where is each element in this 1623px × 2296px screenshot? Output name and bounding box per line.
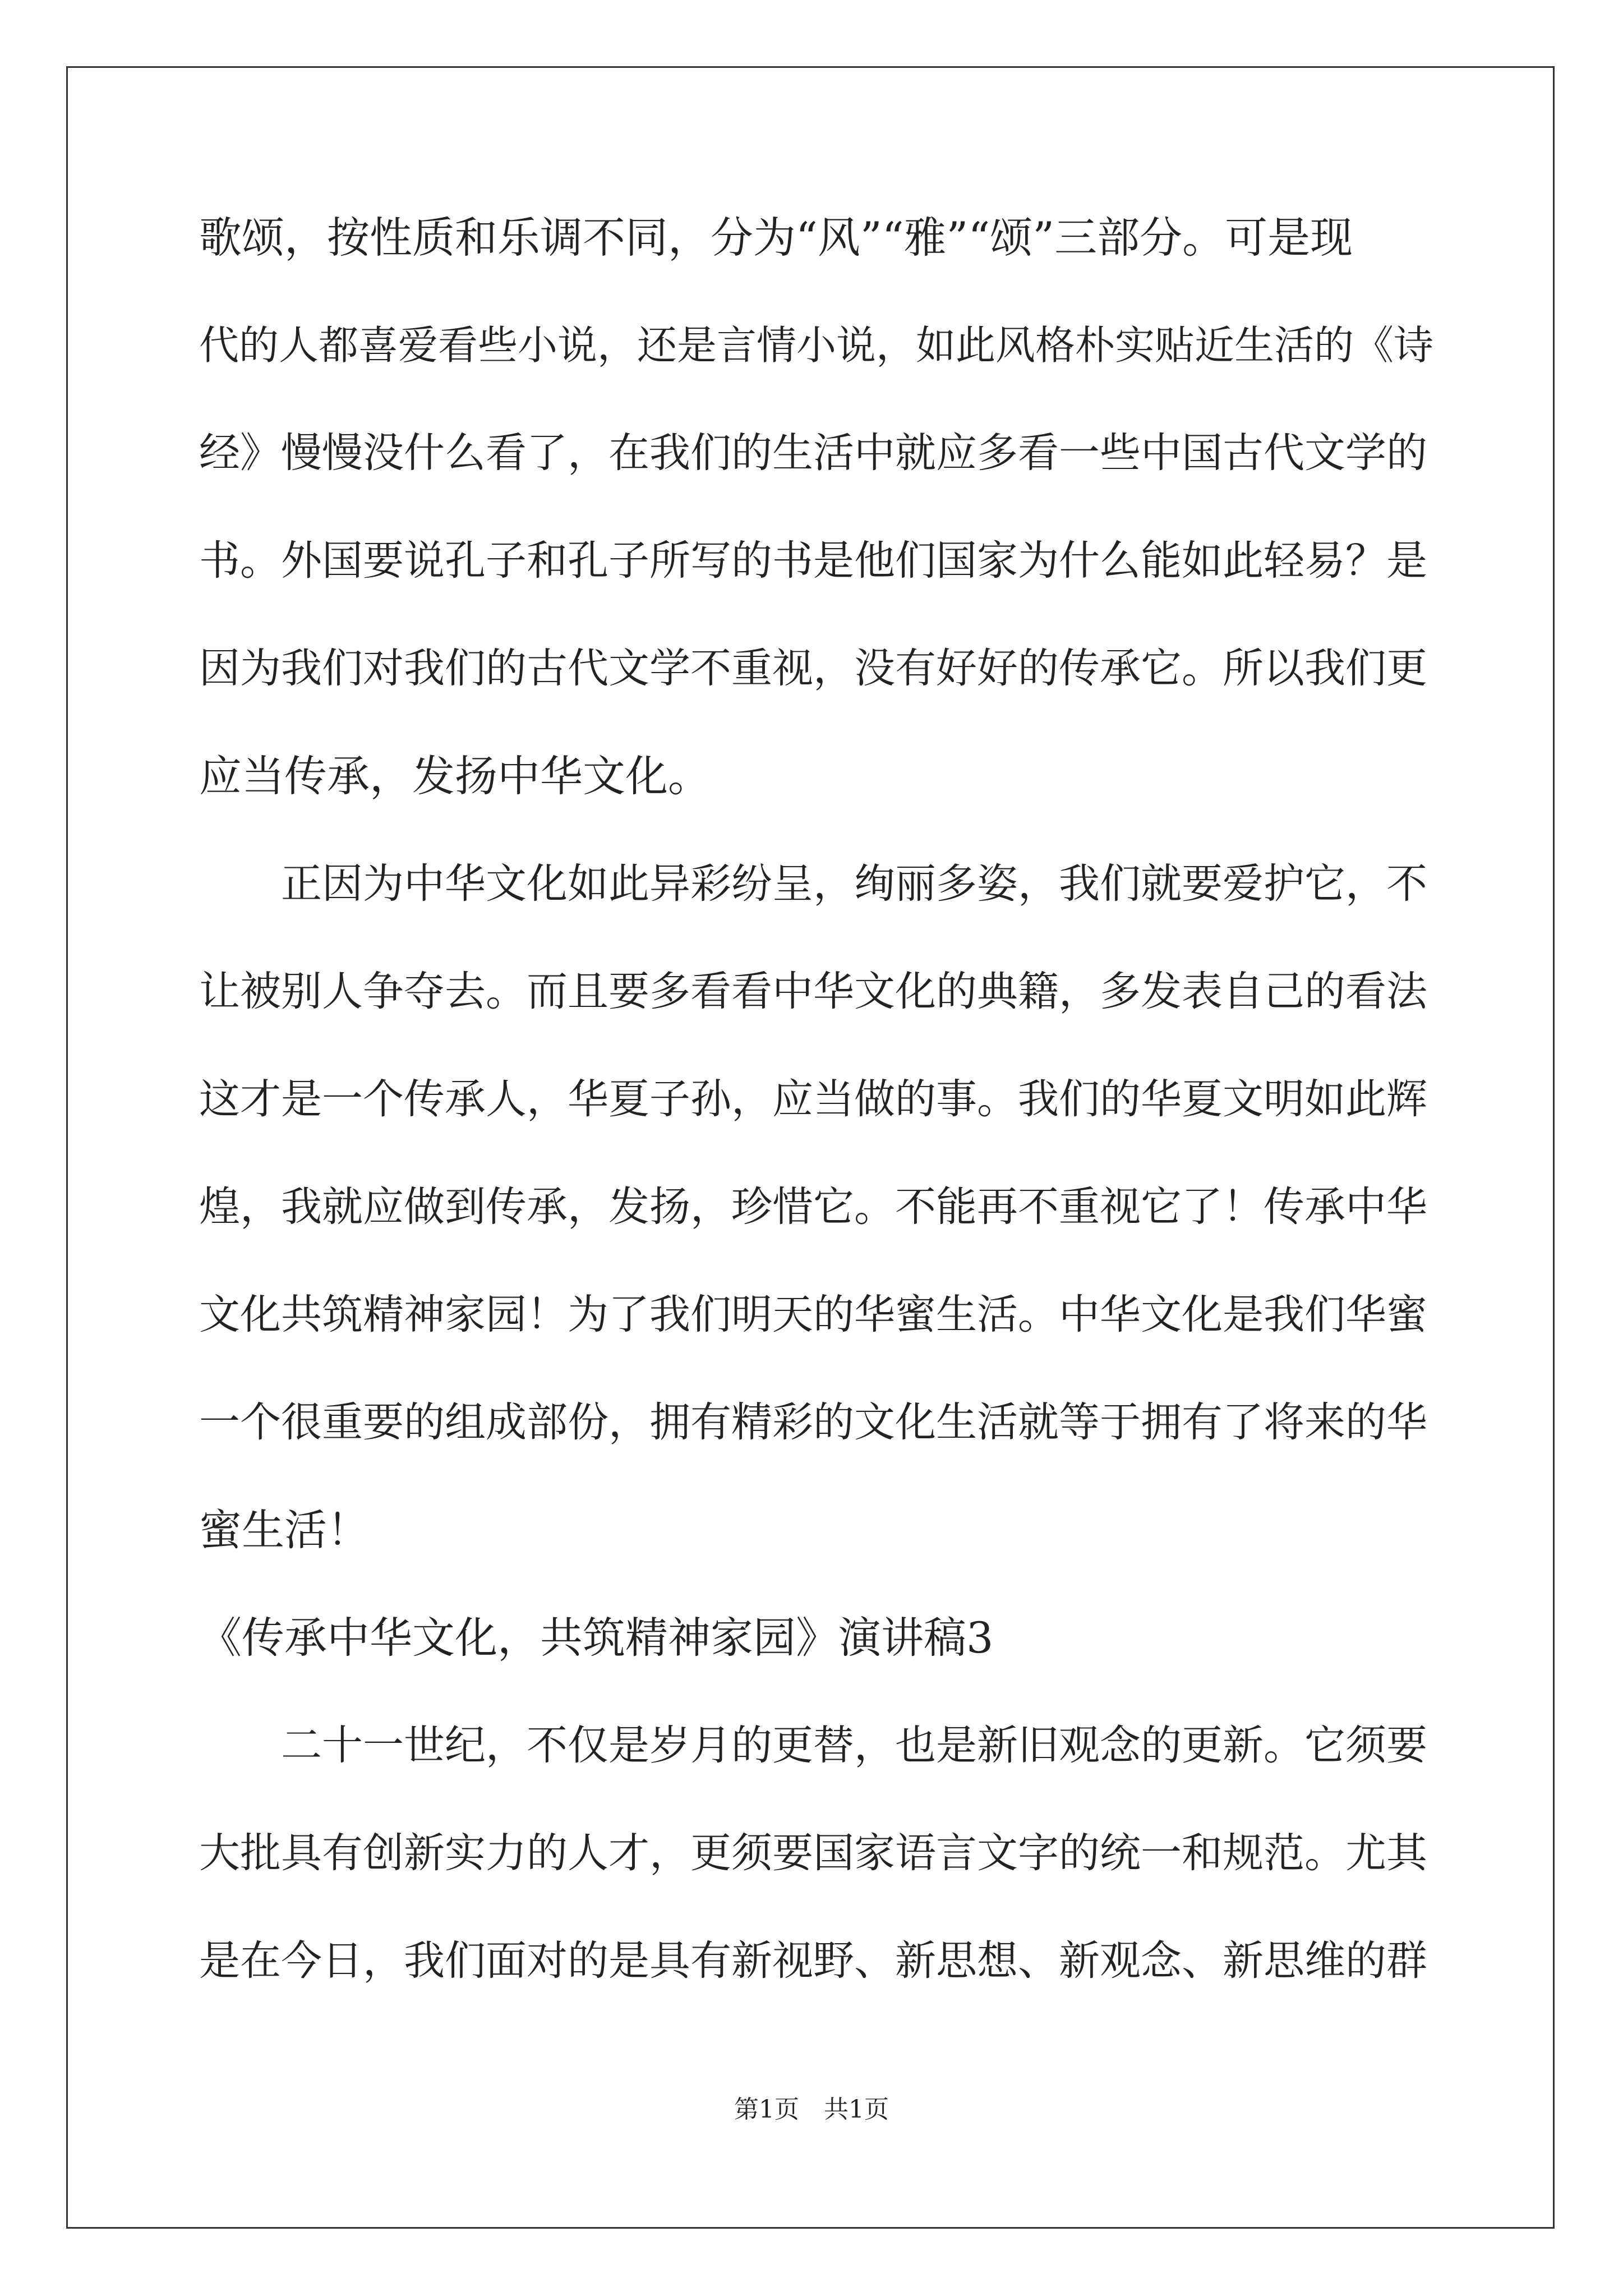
page-border [66,66,1555,2229]
text-line-16: 大批具有创新实力的人才，更须要国家语言文字的统一和规范。尤其 [199,1829,1427,1877]
text-line-15: 二十一世纪，不仅是岁月的更替，也是新旧观念的更新。它须要 [199,1722,1427,1769]
section-heading: 《传承中华文化，共筑精神家园》演讲稿3 [199,1613,994,1663]
text-line-5: 因为我们对我们的古代文学不重视，没有好好的传承它。所以我们更 [199,645,1427,692]
text-line-11: 文化共筑精神家园！为了我们明天的华蜜生活。中华文化是我们华蜜 [199,1291,1427,1338]
text-line-9: 这才是一个传承人，华夏子孙，应当做的事。我们的华夏文明如此辉 [199,1075,1427,1123]
text-line-3: 经》慢慢没什么看了，在我们的生活中就应多看一些中国古代文学的 [199,429,1427,477]
page-footer: 第1页 共1页 [734,2095,889,2124]
text-line-13: 蜜生活！ [199,1505,370,1555]
text-line-10: 煌，我就应做到传承，发扬，珍惜它。不能再不重视它了！传承中华 [199,1183,1427,1231]
text-line-7: 正因为中华文化如此异彩纷呈，绚丽多姿，我们就要爱护它，不 [199,860,1427,908]
text-line-12: 一个很重要的组成部份，拥有精彩的文化生活就等于拥有了将来的华 [199,1398,1427,1446]
text-line-4: 书。外国要说孔子和孔子所写的书是他们国家为什么能如此轻易？是 [199,537,1427,585]
text-line-6: 应当传承，发扬中华文化。 [199,751,711,801]
text-line-1: 歌颂，按性质和乐调不同，分为“风”“雅”“颂”三部分。可是现 [199,213,1353,263]
text-line-8: 让被别人争夺去。而且要多看看中华文化的典籍，多发表自己的看法 [199,968,1427,1015]
text-line-2: 代的人都喜爱看些小说，还是言情小说，如此风格朴实贴近生活的《诗 [199,322,1434,369]
text-line-17: 是在今日，我们面对的是具有新视野、新思想、新观念、新思维的群 [199,1937,1427,1985]
